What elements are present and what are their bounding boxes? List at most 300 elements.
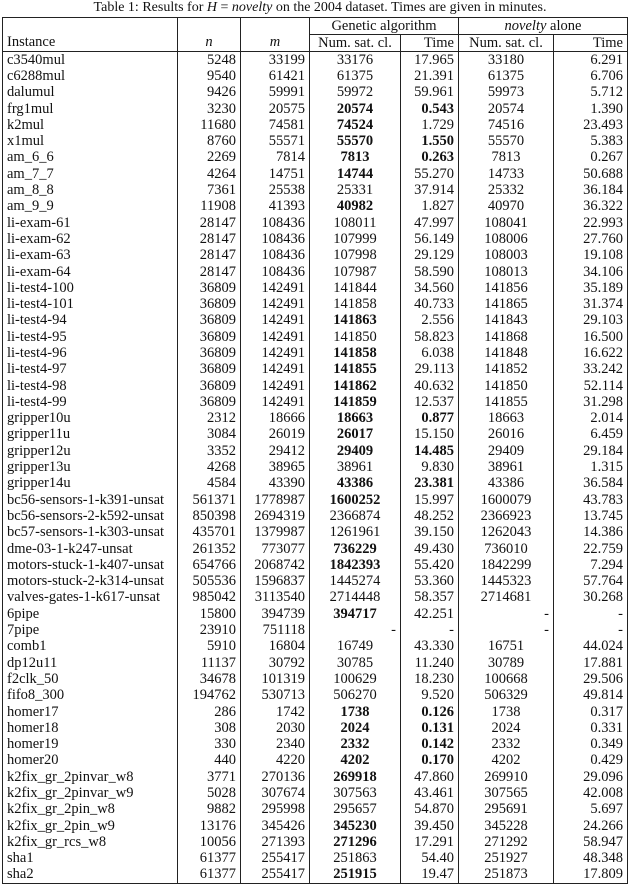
table-row — [3, 215, 628, 231]
cell-ga-num: 506270 — [310, 688, 401, 704]
cell-ga-time: 0.142 — [401, 736, 459, 752]
cell-ga-num: 2366874 — [310, 508, 401, 524]
cell-nov-num: 108003 — [459, 248, 554, 264]
cell-instance: dme-03-1-k247-unsat — [3, 541, 178, 557]
cell-nov-time: 5.697 — [554, 802, 628, 818]
cell-n: 5028 — [178, 785, 241, 801]
cell-instance: bc56-sensors-2-k592-unsat — [3, 508, 178, 524]
cell-n: 3771 — [178, 769, 241, 785]
cell-n: 61377 — [178, 851, 241, 867]
cell-ga-time: 17.291 — [401, 834, 459, 850]
cell-ga-time: 43.461 — [401, 785, 459, 801]
cell-ga-num: 20574 — [310, 101, 401, 117]
cell-nov-time: 44.024 — [554, 639, 628, 655]
cell-nov-time: 52.114 — [554, 378, 628, 394]
cell-instance: li-test4-99 — [3, 394, 178, 410]
cell-instance: gripper11u — [3, 427, 178, 443]
cell-ga-time: 18.230 — [401, 671, 459, 687]
cell-m: 59991 — [241, 85, 310, 101]
cell-ga-num: 251915 — [310, 867, 401, 884]
cell-nov-num: 16751 — [459, 639, 554, 655]
cell-instance: bc56-sensors-1-k391-unsat — [3, 492, 178, 508]
cell-nov-num: 1842299 — [459, 557, 554, 573]
cell-n: 3084 — [178, 427, 241, 443]
cell-instance: dp12u11 — [3, 655, 178, 671]
cell-nov-time: 0.317 — [554, 704, 628, 720]
cell-m: 33199 — [241, 52, 310, 69]
cell-nov-time: 31.374 — [554, 296, 628, 312]
table-row — [3, 264, 628, 280]
cell-m: 394739 — [241, 606, 310, 622]
cell-nov-time: 22.993 — [554, 215, 628, 231]
cell-nov-num: 2366923 — [459, 508, 554, 524]
cell-instance: homer20 — [3, 753, 178, 769]
header-blank — [3, 18, 178, 35]
cell-nov-time: 29.506 — [554, 671, 628, 687]
cell-nov-num: 26016 — [459, 427, 554, 443]
cell-instance: homer19 — [3, 736, 178, 752]
cell-nov-time: 29.184 — [554, 443, 628, 459]
table-row — [3, 85, 628, 101]
cell-ga-time: 40.733 — [401, 296, 459, 312]
cell-n: 330 — [178, 736, 241, 752]
cell-n: 28147 — [178, 231, 241, 247]
cell-nov-num: 61375 — [459, 68, 554, 84]
table-row — [3, 492, 628, 508]
cell-ga-num: 141850 — [310, 329, 401, 345]
cell-n: 3230 — [178, 101, 241, 117]
cell-nov-num: 736010 — [459, 541, 554, 557]
cell-n: 4268 — [178, 459, 241, 475]
caption-novelty: novelty — [231, 0, 273, 15]
cell-instance: gripper13u — [3, 459, 178, 475]
cell-ga-num: 1600252 — [310, 492, 401, 508]
cell-nov-num: 141855 — [459, 394, 554, 410]
cell-ga-time: 53.360 — [401, 574, 459, 590]
cell-n: 36809 — [178, 313, 241, 329]
cell-n: 850398 — [178, 508, 241, 524]
header-m: m — [241, 35, 310, 52]
cell-ga-num: 251863 — [310, 851, 401, 867]
cell-nov-time: 48.348 — [554, 851, 628, 867]
cell-nov-num: 141865 — [459, 296, 554, 312]
cell-instance: li-test4-96 — [3, 345, 178, 361]
cell-nov-time: 43.783 — [554, 492, 628, 508]
table-row — [3, 720, 628, 736]
cell-ga-time: 0.263 — [401, 150, 459, 166]
cell-nov-time: 14.386 — [554, 525, 628, 541]
cell-instance: 7pipe — [3, 622, 178, 638]
cell-instance: am_8_8 — [3, 182, 178, 198]
cell-ga-num: 345230 — [310, 818, 401, 834]
cell-nov-time: 36.184 — [554, 182, 628, 198]
cell-ga-time: 17.965 — [401, 52, 459, 69]
cell-nov-num: 40970 — [459, 199, 554, 215]
cell-nov-time: 36.584 — [554, 476, 628, 492]
cell-ga-time: 37.914 — [401, 182, 459, 198]
cell-n: 4584 — [178, 476, 241, 492]
cell-m: 7814 — [241, 150, 310, 166]
cell-n: 9882 — [178, 802, 241, 818]
cell-m: 74581 — [241, 117, 310, 133]
cell-ga-time: 39.150 — [401, 525, 459, 541]
table-row — [3, 769, 628, 785]
cell-nov-num: 108006 — [459, 231, 554, 247]
cell-ga-num: 1842393 — [310, 557, 401, 573]
cell-m: 4220 — [241, 753, 310, 769]
header-nov-time: Time — [554, 35, 628, 52]
cell-instance: li-exam-62 — [3, 231, 178, 247]
cell-m: 108436 — [241, 231, 310, 247]
cell-instance: bc57-sensors-1-k303-unsat — [3, 525, 178, 541]
cell-instance: motors-stuck-2-k314-unsat — [3, 574, 178, 590]
cell-nov-num: - — [459, 606, 554, 622]
header-n: n — [178, 35, 241, 52]
cell-nov-num: 141868 — [459, 329, 554, 345]
cell-nov-num: 1262043 — [459, 525, 554, 541]
cell-ga-time: 1.827 — [401, 199, 459, 215]
cell-m: 25538 — [241, 182, 310, 198]
cell-nov-num: 1738 — [459, 704, 554, 720]
cell-m: 142491 — [241, 313, 310, 329]
cell-ga-time: 14.485 — [401, 443, 459, 459]
table-row — [3, 785, 628, 801]
cell-nov-num: 74516 — [459, 117, 554, 133]
table-row — [3, 362, 628, 378]
cell-instance: li-test4-98 — [3, 378, 178, 394]
header-blank — [241, 18, 310, 35]
cell-ga-time: 47.997 — [401, 215, 459, 231]
cell-n: 561371 — [178, 492, 241, 508]
header-blank — [178, 18, 241, 35]
cell-ga-num: 29409 — [310, 443, 401, 459]
caption-h: H — [206, 0, 217, 15]
cell-m: 1778987 — [241, 492, 310, 508]
cell-ga-num: 38961 — [310, 459, 401, 475]
cell-nov-num: - — [459, 622, 554, 638]
cell-nov-num: 1445323 — [459, 574, 554, 590]
cell-n: 28147 — [178, 248, 241, 264]
cell-nov-time: 17.809 — [554, 867, 628, 884]
cell-instance: gripper10u — [3, 411, 178, 427]
cell-ga-time: 42.251 — [401, 606, 459, 622]
cell-m: 41393 — [241, 199, 310, 215]
cell-ga-num: 18663 — [310, 411, 401, 427]
caption-suffix: on the 2004 dataset. Times are given in minutes. — [272, 0, 547, 15]
cell-n: 985042 — [178, 590, 241, 606]
cell-ga-time: 54.870 — [401, 802, 459, 818]
cell-ga-time: 23.381 — [401, 476, 459, 492]
cell-n: 13176 — [178, 818, 241, 834]
table-row — [3, 557, 628, 573]
cell-ga-time: - — [401, 622, 459, 638]
cell-ga-time: 58.357 — [401, 590, 459, 606]
cell-ga-time: 54.40 — [401, 851, 459, 867]
cell-ga-time: 12.537 — [401, 394, 459, 410]
table-row — [3, 525, 628, 541]
cell-ga-time: 15.150 — [401, 427, 459, 443]
cell-ga-time: 1.729 — [401, 117, 459, 133]
cell-nov-num: 251873 — [459, 867, 554, 884]
cell-ga-time: 21.391 — [401, 68, 459, 84]
cell-nov-time: 22.759 — [554, 541, 628, 557]
cell-n: 261352 — [178, 541, 241, 557]
cell-ga-num: 736229 — [310, 541, 401, 557]
cell-ga-time: 0.126 — [401, 704, 459, 720]
table-row — [3, 68, 628, 84]
cell-ga-num: 295657 — [310, 802, 401, 818]
cell-ga-time: 29.113 — [401, 362, 459, 378]
cell-ga-time: 11.240 — [401, 655, 459, 671]
cell-m: 1596837 — [241, 574, 310, 590]
cell-ga-time: 59.961 — [401, 85, 459, 101]
cell-instance: k2fix_gr_rcs_w8 — [3, 834, 178, 850]
cell-nov-num: 108041 — [459, 215, 554, 231]
cell-nov-time: 1.315 — [554, 459, 628, 475]
results-table — [2, 17, 628, 884]
header-genetic-algorithm: Genetic algorithm — [310, 18, 459, 35]
cell-m: 108436 — [241, 264, 310, 280]
table-row — [3, 199, 628, 215]
cell-instance: x1mul — [3, 133, 178, 149]
cell-nov-time: 58.947 — [554, 834, 628, 850]
cell-nov-time: 19.108 — [554, 248, 628, 264]
cell-nov-num: 43386 — [459, 476, 554, 492]
table-row — [3, 688, 628, 704]
cell-nov-num: 100668 — [459, 671, 554, 687]
cell-instance: homer18 — [3, 720, 178, 736]
cell-nov-time: 31.298 — [554, 394, 628, 410]
cell-nov-time: 34.106 — [554, 264, 628, 280]
cell-n: 308 — [178, 720, 241, 736]
cell-ga-num: 1445274 — [310, 574, 401, 590]
cell-ga-num: 394717 — [310, 606, 401, 622]
cell-ga-time: 9.520 — [401, 688, 459, 704]
cell-instance: sha2 — [3, 867, 178, 884]
cell-nov-num: 25332 — [459, 182, 554, 198]
cell-ga-time: 55.270 — [401, 166, 459, 182]
cell-ga-time: 15.997 — [401, 492, 459, 508]
table-row — [3, 541, 628, 557]
cell-instance: k2fix_gr_2pin_w9 — [3, 818, 178, 834]
cell-nov-num: 2024 — [459, 720, 554, 736]
cell-ga-num: 271296 — [310, 834, 401, 850]
cell-n: 194762 — [178, 688, 241, 704]
cell-instance: li-test4-101 — [3, 296, 178, 312]
cell-ga-time: 40.632 — [401, 378, 459, 394]
cell-nov-num: 141852 — [459, 362, 554, 378]
cell-nov-time: 6.291 — [554, 52, 628, 69]
table-row — [3, 427, 628, 443]
header-novelty-italic: novelty — [504, 17, 547, 34]
cell-ga-time: 0.543 — [401, 101, 459, 117]
cell-ga-time: 39.450 — [401, 818, 459, 834]
table-row — [3, 378, 628, 394]
cell-nov-time: 17.881 — [554, 655, 628, 671]
cell-nov-num: 29409 — [459, 443, 554, 459]
cell-ga-num: 107987 — [310, 264, 401, 280]
cell-ga-num: 2714448 — [310, 590, 401, 606]
cell-ga-num: 1738 — [310, 704, 401, 720]
cell-nov-num: 59973 — [459, 85, 554, 101]
cell-nov-num: 269910 — [459, 769, 554, 785]
caption-eq: = — [217, 0, 232, 15]
cell-m: 3113540 — [241, 590, 310, 606]
cell-n: 10056 — [178, 834, 241, 850]
cell-nov-time: 42.008 — [554, 785, 628, 801]
cell-instance: gripper14u — [3, 476, 178, 492]
cell-n: 435701 — [178, 525, 241, 541]
cell-nov-num: 141843 — [459, 313, 554, 329]
cell-ga-num: 26017 — [310, 427, 401, 443]
cell-m: 530713 — [241, 688, 310, 704]
cell-m: 773077 — [241, 541, 310, 557]
table-row — [3, 704, 628, 720]
cell-m: 108436 — [241, 248, 310, 264]
table-row — [3, 802, 628, 818]
cell-m: 1742 — [241, 704, 310, 720]
table-row — [3, 166, 628, 182]
table-row — [3, 622, 628, 638]
cell-m: 43390 — [241, 476, 310, 492]
cell-m: 307674 — [241, 785, 310, 801]
cell-nov-time: 1.390 — [554, 101, 628, 117]
cell-ga-time: 2.556 — [401, 313, 459, 329]
cell-n: 28147 — [178, 264, 241, 280]
cell-nov-time: 16.500 — [554, 329, 628, 345]
cell-ga-time: 34.560 — [401, 280, 459, 296]
cell-m: 29412 — [241, 443, 310, 459]
cell-n: 11137 — [178, 655, 241, 671]
cell-n: 36809 — [178, 378, 241, 394]
cell-nov-num: 7813 — [459, 150, 554, 166]
cell-n: 36809 — [178, 329, 241, 345]
cell-n: 36809 — [178, 280, 241, 296]
cell-nov-time: 5.712 — [554, 85, 628, 101]
cell-instance: c3540mul — [3, 52, 178, 69]
cell-nov-num: 295691 — [459, 802, 554, 818]
cell-instance: 6pipe — [3, 606, 178, 622]
cell-nov-num: 506329 — [459, 688, 554, 704]
cell-m: 16804 — [241, 639, 310, 655]
cell-n: 11680 — [178, 117, 241, 133]
cell-instance: c6288mul — [3, 68, 178, 84]
cell-m: 295998 — [241, 802, 310, 818]
cell-m: 1379987 — [241, 525, 310, 541]
cell-m: 2694319 — [241, 508, 310, 524]
cell-ga-num: 59972 — [310, 85, 401, 101]
cell-ga-num: 141858 — [310, 345, 401, 361]
cell-m: 142491 — [241, 362, 310, 378]
cell-instance: comb1 — [3, 639, 178, 655]
cell-m: 142491 — [241, 329, 310, 345]
cell-m: 142491 — [241, 280, 310, 296]
table-caption — [0, 0, 640, 15]
cell-nov-time: 0.349 — [554, 736, 628, 752]
table-row — [3, 345, 628, 361]
cell-instance: am_9_9 — [3, 199, 178, 215]
table-row — [3, 52, 628, 69]
cell-m: 142491 — [241, 345, 310, 361]
cell-nov-num: 141856 — [459, 280, 554, 296]
cell-ga-num: 2024 — [310, 720, 401, 736]
cell-instance: frg1mul — [3, 101, 178, 117]
cell-instance: homer17 — [3, 704, 178, 720]
cell-ga-num: 40982 — [310, 199, 401, 215]
cell-ga-num: 61375 — [310, 68, 401, 84]
cell-instance: gripper12u — [3, 443, 178, 459]
table-row — [3, 639, 628, 655]
cell-m: 255417 — [241, 867, 310, 884]
cell-instance: valves-gates-1-k617-unsat — [3, 590, 178, 606]
cell-m: 2030 — [241, 720, 310, 736]
cell-m: 2068742 — [241, 557, 310, 573]
cell-n: 28147 — [178, 215, 241, 231]
cell-nov-num: 30789 — [459, 655, 554, 671]
table-row — [3, 818, 628, 834]
cell-ga-time: 0.877 — [401, 411, 459, 427]
cell-nov-num: 38961 — [459, 459, 554, 475]
table-row — [3, 606, 628, 622]
cell-nov-time: 5.383 — [554, 133, 628, 149]
header-ga-num-sat: Num. sat. cl. — [310, 35, 401, 52]
table-row — [3, 834, 628, 850]
cell-n: 654766 — [178, 557, 241, 573]
cell-nov-num: 345228 — [459, 818, 554, 834]
cell-ga-num: - — [310, 622, 401, 638]
cell-ga-num: 141859 — [310, 394, 401, 410]
cell-nov-num: 271292 — [459, 834, 554, 850]
table-row — [3, 182, 628, 198]
cell-ga-num: 100629 — [310, 671, 401, 687]
cell-n: 5248 — [178, 52, 241, 69]
cell-nov-time: 36.322 — [554, 199, 628, 215]
cell-instance: f2clk_50 — [3, 671, 178, 687]
header-novelty-alone — [459, 18, 628, 35]
cell-ga-time: 43.330 — [401, 639, 459, 655]
cell-ga-num: 16749 — [310, 639, 401, 655]
cell-nov-time: 0.267 — [554, 150, 628, 166]
cell-nov-time: - — [554, 606, 628, 622]
table-row — [3, 313, 628, 329]
cell-ga-num: 14744 — [310, 166, 401, 182]
table-row — [3, 753, 628, 769]
table-row — [3, 508, 628, 524]
cell-n: 23910 — [178, 622, 241, 638]
cell-ga-num: 141863 — [310, 313, 401, 329]
cell-ga-time: 49.430 — [401, 541, 459, 557]
cell-ga-time: 6.038 — [401, 345, 459, 361]
cell-ga-num: 74524 — [310, 117, 401, 133]
cell-nov-num: 307565 — [459, 785, 554, 801]
cell-instance: fifo8_300 — [3, 688, 178, 704]
table-row — [3, 296, 628, 312]
cell-n: 11908 — [178, 199, 241, 215]
cell-nov-num: 14733 — [459, 166, 554, 182]
cell-nov-num: 141848 — [459, 345, 554, 361]
table-row — [3, 655, 628, 671]
cell-nov-time: 0.331 — [554, 720, 628, 736]
cell-ga-num: 141855 — [310, 362, 401, 378]
header-column-row — [3, 35, 628, 52]
cell-instance: li-exam-63 — [3, 248, 178, 264]
cell-instance: sha1 — [3, 851, 178, 867]
cell-m: 270136 — [241, 769, 310, 785]
cell-ga-num: 55570 — [310, 133, 401, 149]
cell-nov-time: 27.760 — [554, 231, 628, 247]
cell-n: 2269 — [178, 150, 241, 166]
header-alone: alone — [546, 17, 582, 34]
